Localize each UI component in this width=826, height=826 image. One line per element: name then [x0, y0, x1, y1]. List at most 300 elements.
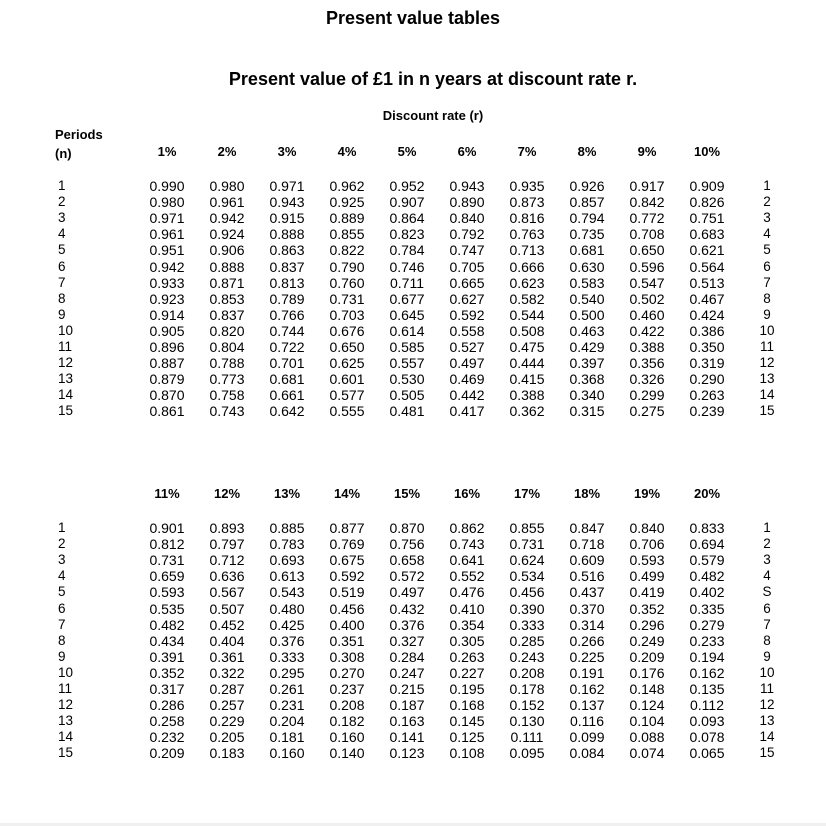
pv-cell: 0.181 — [269, 729, 305, 746]
pv-cell: 0.861 — [149, 403, 185, 420]
pv-cell: 0.239 — [689, 403, 725, 420]
period-number-left: 4 — [58, 226, 66, 242]
pv-cell: 0.766 — [269, 306, 305, 323]
pv-cell: 0.873 — [509, 194, 545, 211]
pv-cell: 0.497 — [389, 584, 425, 601]
pv-cell: 0.711 — [390, 274, 424, 291]
pv-cell: 0.659 — [149, 568, 185, 585]
pv-cell: 0.641 — [449, 552, 485, 569]
period-number-left: 9 — [58, 648, 66, 664]
pv-cell: 0.123 — [389, 745, 425, 762]
pv-cell: 0.558 — [449, 322, 485, 339]
pv-cell: 0.923 — [149, 290, 185, 307]
pv-cell: 0.593 — [629, 552, 665, 569]
pv-cell: 0.909 — [689, 178, 725, 194]
period-number-left: 12 — [58, 697, 74, 713]
pv-cell: 0.630 — [569, 258, 605, 275]
pv-cell: 0.460 — [629, 306, 665, 323]
pv-cell: 0.804 — [209, 339, 245, 355]
pv-cell: 0.722 — [269, 339, 305, 355]
pv-cell: 0.675 — [329, 552, 365, 569]
pv-cell: 0.104 — [629, 713, 665, 730]
pv-cell: 0.877 — [329, 520, 365, 536]
pv-cell: 0.783 — [269, 536, 305, 553]
pv-cell: 0.842 — [629, 194, 665, 211]
rate-header: 9% — [637, 144, 657, 159]
pv-cell: 0.624 — [509, 552, 545, 569]
pv-cell: 0.676 — [329, 322, 365, 339]
pv-cell: 0.564 — [689, 258, 725, 275]
pv-cell: 0.400 — [329, 616, 365, 633]
pv-cell: 0.621 — [689, 242, 725, 259]
pv-cell: 0.243 — [509, 648, 545, 665]
pv-cell: 0.743 — [209, 403, 245, 420]
pv-cell: 0.905 — [149, 322, 185, 339]
pv-cell: 0.823 — [389, 226, 425, 243]
periods-label-line2: (n) — [55, 146, 72, 161]
pv-cell: 0.914 — [149, 306, 185, 323]
pv-cell: 0.176 — [629, 664, 665, 681]
pv-cell: 0.195 — [449, 681, 485, 697]
pv-cell: 0.693 — [269, 552, 305, 569]
pv-cell: 0.266 — [569, 632, 605, 649]
pv-cell: 0.592 — [449, 306, 485, 323]
pv-cell: 0.681 — [269, 371, 305, 388]
pv-cell: 0.208 — [329, 697, 365, 714]
pv-cell: 0.352 — [149, 664, 185, 681]
pv-cell: 0.516 — [569, 568, 605, 585]
rate-header: 6% — [457, 144, 477, 159]
pv-cell: 0.482 — [149, 616, 185, 633]
pv-cell: 0.705 — [449, 258, 485, 275]
pv-cell: 0.613 — [269, 568, 305, 585]
pv-cell: 0.370 — [569, 600, 605, 617]
pv-cell: 0.308 — [329, 648, 365, 665]
page-title: Present value tables — [325, 8, 501, 28]
pv-cell: 0.130 — [509, 713, 545, 730]
period-number-left: 1 — [58, 520, 66, 535]
period-number-left: 15 — [58, 745, 74, 761]
pv-cell: 0.475 — [509, 339, 545, 355]
period-number-right: 5 — [763, 242, 771, 258]
pv-cell: 0.901 — [149, 520, 185, 536]
pv-cell: 0.314 — [569, 616, 605, 633]
pv-cell: 0.840 — [449, 210, 485, 227]
pv-cell: 0.820 — [209, 322, 245, 339]
pv-cell: 0.789 — [269, 290, 305, 307]
pv-cell: 0.961 — [209, 194, 245, 211]
pv-cell: 0.424 — [689, 306, 725, 323]
pv-cell: 0.497 — [449, 355, 485, 372]
pv-cell: 0.952 — [389, 178, 425, 194]
pv-cell: 0.855 — [509, 520, 545, 536]
pv-cell: 0.444 — [509, 355, 545, 372]
pv-cell: 0.326 — [629, 371, 665, 388]
pv-cell: 0.482 — [689, 568, 725, 585]
pv-cell: 0.356 — [629, 355, 665, 372]
pv-cell: 0.452 — [209, 616, 245, 633]
period-number-left: 7 — [58, 274, 66, 290]
pv-cell: 0.263 — [689, 387, 725, 404]
period-number-left: 5 — [58, 584, 66, 600]
pv-cell: 0.543 — [269, 584, 305, 601]
pv-cell: 0.519 — [329, 584, 365, 601]
pv-cell: 0.906 — [209, 242, 245, 259]
pv-cell: 0.425 — [269, 616, 305, 633]
period-number-right: 2 — [763, 536, 771, 552]
pv-cell: 0.508 — [509, 322, 545, 339]
pv-cell: 0.623 — [509, 274, 545, 291]
pv-cell: 0.287 — [209, 681, 245, 697]
period-number-right: 9 — [763, 648, 771, 664]
rate-header: 11% — [154, 486, 180, 501]
pv-cell: 0.231 — [269, 697, 305, 714]
period-number-right: 4 — [763, 226, 771, 242]
pv-cell: 0.404 — [209, 632, 245, 649]
pv-cell: 0.857 — [569, 194, 605, 211]
pv-cell: 0.368 — [569, 371, 605, 388]
pv-cell: 0.505 — [389, 387, 425, 404]
pv-cell: 0.463 — [569, 322, 605, 339]
pv-cell: 0.942 — [149, 258, 185, 275]
rate-header: 16% — [453, 486, 481, 501]
table-title: Present value of £1 in n years at discount rate r. — [228, 69, 638, 89]
pv-cell: 0.658 — [389, 552, 425, 569]
pv-cell: 0.926 — [569, 178, 605, 194]
pv-cell: 0.233 — [689, 632, 725, 649]
pv-cell: 0.160 — [269, 745, 305, 762]
pv-cell: 0.763 — [509, 226, 545, 243]
pv-cell: 0.971 — [149, 210, 185, 227]
periods-label-line1: Periods — [55, 127, 103, 142]
period-number-left: 1 — [58, 178, 66, 193]
pv-cell: 0.437 — [569, 584, 605, 601]
pv-cell: 0.572 — [389, 568, 425, 585]
rate-header: 18% — [573, 486, 601, 501]
pv-cell: 0.694 — [689, 536, 725, 553]
rate-header: 8% — [577, 144, 597, 159]
pv-cell: 0.429 — [569, 339, 605, 355]
pv-cell: 0.285 — [509, 632, 545, 649]
pv-cell: 0.335 — [689, 600, 725, 617]
pv-cell: 0.614 — [389, 322, 425, 339]
period-number-right: 7 — [763, 274, 771, 290]
pv-cell: 0.135 — [689, 681, 725, 697]
period-number-left: 10 — [58, 322, 74, 338]
pv-cell: 0.095 — [509, 745, 545, 762]
pv-cell: 0.887 — [149, 355, 185, 372]
pv-cell: 0.108 — [449, 745, 485, 762]
pv-cell: 0.434 — [149, 632, 185, 649]
period-number-right: 8 — [763, 290, 771, 306]
period-number-right: 3 — [763, 552, 771, 568]
pv-cell: 0.178 — [509, 681, 545, 697]
pv-cell: 0.935 — [509, 178, 545, 194]
pv-cell: 0.535 — [149, 600, 185, 617]
pv-cell: 0.625 — [329, 355, 365, 372]
pv-cell: 0.579 — [689, 552, 725, 569]
period-number-right: 4 — [763, 568, 771, 584]
pv-cell: 0.513 — [689, 274, 725, 291]
pv-cell: 0.152 — [509, 697, 545, 714]
pv-cell: 0.540 — [569, 290, 605, 307]
pv-cell: 0.388 — [509, 387, 545, 404]
period-number-right: 8 — [763, 632, 771, 648]
pv-cell: 0.917 — [629, 178, 665, 194]
pv-cell: 0.417 — [449, 403, 485, 420]
pv-cell: 0.299 — [629, 387, 665, 404]
pv-cell: 0.596 — [629, 258, 665, 275]
pv-cell: 0.065 — [689, 745, 725, 762]
period-number-left: 6 — [58, 258, 66, 274]
pv-cell: 0.703 — [329, 306, 365, 323]
pv-cell: 0.557 — [389, 355, 425, 372]
pv-cell: 0.980 — [149, 194, 185, 211]
pv-cell: 0.140 — [329, 745, 365, 762]
discount-rate-label: Discount rate (r) — [382, 108, 484, 123]
pv-cell: 0.701 — [269, 355, 305, 372]
period-number-left: 6 — [58, 600, 66, 616]
pv-cell: 0.209 — [149, 745, 185, 762]
pv-cell: 0.191 — [569, 664, 605, 681]
pv-cell: 0.889 — [329, 210, 365, 227]
rate-header: 13% — [273, 486, 301, 501]
pv-cell: 0.270 — [329, 664, 365, 681]
pv-cell: 0.650 — [329, 339, 365, 355]
pv-cell: 0.585 — [389, 339, 425, 355]
pv-cell: 0.567 — [209, 584, 245, 601]
pv-cell: 0.534 — [509, 568, 545, 585]
period-number-right: 15 — [759, 403, 775, 419]
period-number-right: 10 — [759, 664, 775, 680]
pv-cell: 0.636 — [209, 568, 245, 585]
period-number-left: 11 — [58, 339, 73, 354]
pv-cell: 0.402 — [689, 584, 725, 601]
pv-cell: 0.642 — [269, 403, 305, 420]
period-number-right: 15 — [759, 745, 775, 761]
period-number-right: 12 — [759, 697, 775, 713]
pv-cell: 0.555 — [329, 403, 365, 420]
pv-cell: 0.319 — [689, 355, 725, 372]
pv-cell: 0.547 — [629, 274, 665, 291]
period-number-right: 6 — [763, 258, 771, 274]
pv-cell: 0.183 — [209, 745, 245, 762]
pv-cell: 0.340 — [569, 387, 605, 404]
period-number-left: 7 — [58, 616, 66, 632]
pv-cell: 0.751 — [689, 210, 725, 227]
pv-cell: 0.290 — [689, 371, 725, 388]
pv-cell: 0.286 — [149, 697, 185, 714]
rate-header: 5% — [397, 144, 417, 159]
pv-cell: 0.232 — [149, 729, 185, 746]
pv-cell: 0.735 — [569, 226, 605, 243]
pv-cell: 0.507 — [209, 600, 245, 617]
period-number-right: 13 — [759, 371, 775, 387]
pv-cell: 0.907 — [389, 194, 425, 211]
pv-cell: 0.862 — [449, 520, 485, 536]
pv-cell: 0.317 — [149, 681, 185, 697]
pv-cell: 0.456 — [329, 600, 365, 617]
pv-cell: 0.078 — [689, 729, 725, 746]
pv-cell: 0.665 — [449, 274, 485, 291]
pv-cell: 0.915 — [269, 210, 305, 227]
pv-cell: 0.847 — [569, 520, 605, 536]
pv-cell: 0.225 — [569, 648, 605, 665]
pv-cell: 0.205 — [209, 729, 245, 746]
pv-cell: 0.773 — [209, 371, 245, 388]
pv-cell: 0.391 — [149, 648, 185, 665]
pv-cell: 0.125 — [449, 729, 485, 746]
pv-cell: 0.099 — [569, 729, 605, 746]
pv-cell: 0.456 — [509, 584, 545, 601]
pv-cell: 0.480 — [269, 600, 305, 617]
pv-cell: 0.577 — [329, 387, 365, 404]
pv-cell: 0.792 — [449, 226, 485, 243]
pv-cell: 0.362 — [509, 403, 545, 420]
pv-cell: 0.583 — [569, 274, 605, 291]
period-number-right: 9 — [763, 306, 771, 322]
pv-cell: 0.890 — [449, 194, 485, 211]
pv-cell: 0.237 — [329, 681, 365, 697]
pv-cell: 0.500 — [569, 306, 605, 323]
pv-cell: 0.888 — [209, 258, 245, 275]
pv-cell: 0.148 — [629, 681, 665, 697]
pv-cell: 0.813 — [269, 274, 305, 291]
pv-cell: 0.706 — [629, 536, 665, 553]
pv-cell: 0.361 — [209, 648, 245, 665]
pv-cell: 0.645 — [389, 306, 425, 323]
period-number-right: 10 — [759, 322, 775, 338]
pv-cell: 0.397 — [569, 355, 605, 372]
pv-cell: 0.074 — [629, 745, 665, 762]
period-number-left: 5 — [58, 242, 66, 258]
pv-cell: 0.116 — [570, 713, 604, 730]
pv-cell: 0.257 — [209, 697, 245, 714]
pv-cell: 0.182 — [329, 713, 365, 730]
period-number-right: 1 — [763, 178, 771, 193]
period-number-right: 11 — [759, 339, 774, 354]
rate-header: 12% — [213, 486, 241, 501]
pv-cell: 0.980 — [209, 178, 245, 194]
pv-cell: 0.141 — [389, 729, 425, 746]
pv-cell: 0.229 — [209, 713, 245, 730]
pv-cell: 0.853 — [209, 290, 245, 307]
pv-cell: 0.744 — [269, 322, 305, 339]
pv-cell: 0.822 — [329, 242, 365, 259]
pv-cell: 0.354 — [449, 616, 485, 633]
pv-cell: 0.816 — [509, 210, 545, 227]
rate-header: 15% — [393, 486, 421, 501]
pv-cell: 0.162 — [569, 681, 605, 697]
pv-cell: 0.112 — [690, 697, 724, 714]
pv-cell: 0.790 — [329, 258, 365, 275]
rate-header: 1% — [157, 144, 177, 159]
pv-cell: 0.756 — [389, 536, 425, 553]
pv-cell: 0.530 — [389, 371, 425, 388]
rate-header: 20% — [693, 486, 721, 501]
pv-cell: 0.422 — [629, 322, 665, 339]
pv-cell: 0.888 — [269, 226, 305, 243]
pv-cell: 0.209 — [629, 648, 665, 665]
pv-cell: 0.111 — [510, 729, 544, 746]
pv-cell: 0.797 — [209, 536, 245, 553]
period-number-right: 12 — [759, 355, 775, 371]
pv-cell: 0.772 — [629, 210, 665, 227]
pv-cell: 0.284 — [389, 648, 425, 665]
period-number-right: 11 — [759, 681, 774, 696]
pv-cell: 0.943 — [449, 178, 485, 194]
rate-header: 19% — [633, 486, 661, 501]
pv-cell: 0.863 — [269, 242, 305, 259]
pv-cell: 0.650 — [629, 242, 665, 259]
pv-cell: 0.769 — [329, 536, 365, 553]
pv-cell: 0.961 — [149, 226, 185, 243]
pv-cell: 0.681 — [569, 242, 605, 259]
pv-cell: 0.712 — [209, 552, 245, 569]
pv-cell: 0.088 — [629, 729, 665, 746]
pv-cell: 0.837 — [269, 258, 305, 275]
period-number-left: 13 — [58, 371, 74, 387]
pv-cell: 0.194 — [689, 648, 725, 665]
pv-cell: 0.896 — [149, 339, 185, 355]
period-number-right: 3 — [763, 210, 771, 226]
pv-cell: 0.990 — [149, 178, 185, 194]
rate-header: 4% — [337, 144, 357, 159]
pv-cell: 0.388 — [629, 339, 665, 355]
pv-cell: 0.933 — [149, 274, 185, 291]
period-number-right: 6 — [763, 600, 771, 616]
pv-cell: 0.279 — [689, 616, 725, 633]
pv-cell: 0.263 — [449, 648, 485, 665]
pv-cell: 0.794 — [569, 210, 605, 227]
pv-cell: 0.305 — [449, 632, 485, 649]
period-number-right: 14 — [759, 387, 775, 403]
pv-cell: 0.760 — [329, 274, 365, 291]
pv-cell: 0.731 — [509, 536, 545, 553]
pv-cell: 0.208 — [509, 664, 545, 681]
pv-cell: 0.601 — [329, 371, 365, 388]
rate-header: 2% — [217, 144, 237, 159]
pv-cell: 0.390 — [509, 600, 545, 617]
rate-header: 17% — [513, 486, 541, 501]
pv-cell: 0.275 — [629, 403, 665, 420]
pv-cell: 0.731 — [329, 290, 365, 307]
pv-cell: 0.376 — [389, 616, 425, 633]
pv-cell: 0.609 — [569, 552, 605, 569]
pv-cell: 0.942 — [209, 210, 245, 227]
pv-cell: 0.943 — [269, 194, 305, 211]
pv-cell: 0.327 — [389, 632, 425, 649]
pv-cell: 0.415 — [509, 371, 545, 388]
pv-cell: 0.386 — [689, 322, 725, 339]
pv-cell: 0.162 — [689, 664, 725, 681]
pv-cell: 0.247 — [389, 664, 425, 681]
rate-header: 10% — [693, 144, 721, 159]
period-number-right: 7 — [763, 616, 771, 632]
period-number-right: 1 — [763, 520, 771, 535]
periods-label — [55, 125, 103, 163]
pv-cell: 0.870 — [389, 520, 425, 536]
pv-cell: 0.187 — [389, 697, 425, 714]
pv-cell: 0.855 — [329, 226, 365, 243]
period-number-right: 14 — [759, 729, 775, 745]
pv-cell: 0.746 — [389, 258, 425, 275]
pv-cell: 0.093 — [689, 713, 725, 730]
pv-cell: 0.432 — [389, 600, 425, 617]
period-number-right: 13 — [759, 713, 775, 729]
pv-cell: 0.871 — [209, 274, 245, 291]
pv-cell: 0.351 — [329, 632, 365, 649]
